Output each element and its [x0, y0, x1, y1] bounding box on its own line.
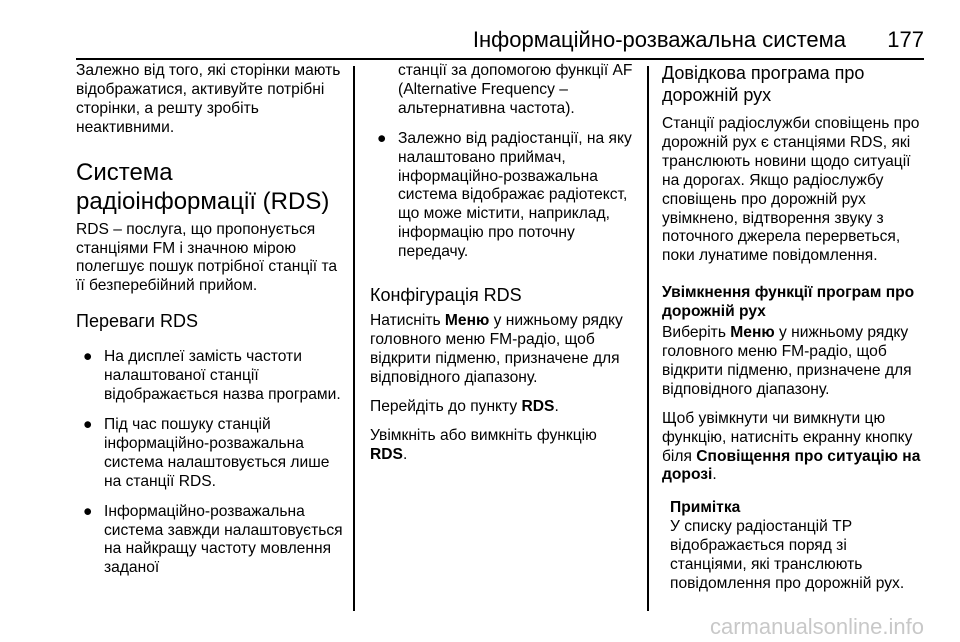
note-block [662, 499, 926, 594]
config-paragraph-3: Увімкніть або вимкніть функцію RDS. [370, 426, 597, 463]
rds-list-continued [370, 62, 638, 262]
watermark: carmanualsonline.info [709, 614, 924, 639]
enable-paragraph-2: Щоб увімкнути чи вимкнути цю функцію, натисніть екранну кнопку біля Сповіщення про ситуацію на дорозі. [662, 409, 921, 484]
list-item: ● Під час пошуку станцій інформаційно-розважальна система налаштовується лише на станції RDS. [83, 415, 330, 490]
list-item: ● На дисплеї замість частоти налаштованої станції відображається назва програми. [83, 348, 341, 404]
column-2 [370, 62, 638, 464]
config-paragraph-1: Натисніть Меню у нижньому рядку головного меню FM-радіо, щоб відкрити підменю, призначене для відповідного діапазону. [370, 312, 623, 386]
enable-traffic-heading: Увімкнення функції програм про дорожній рух [662, 284, 915, 321]
traffic-description: Станції радіослужби сповіщень про дорожній рух є станціями RDS, які транслюють новини щодо ситуації на дорогах. Якщо радіослужбу сповіщень про дорожній рух увімкнено, відтворення звуку з поточного джерела перерветься, поки лунатиме повідомлення. [662, 115, 920, 265]
note-heading: Примітка [670, 499, 741, 517]
bullet-icon: ● [377, 129, 387, 147]
list-item: станції за допомогою функції AF (Alternative Frequency – альтернативна частота). [398, 62, 633, 117]
rds-heading: Система радіоінформації (RDS) [76, 158, 330, 215]
page-number: 177 [887, 27, 924, 52]
list-item: ● Інформаційно-розважальна система завжди налаштовується на найкращу частоту мовлення заданої [83, 502, 343, 577]
column-divider-left [353, 66, 355, 611]
intro-paragraph: Залежно від того, які сторінки мають відображатися, активуйте потрібні сторінки, а решту зробіть неактивними. [76, 62, 341, 136]
config-paragraph-2: Перейдіть до пункту RDS. [370, 397, 559, 415]
page-header [0, 0, 960, 60]
enable-paragraph-1: Виберіть Меню у нижньому рядку головного меню FM-радіо, щоб відкрити підменю, призначене для відповідного діапазону. [662, 324, 912, 398]
column-3 [662, 62, 926, 594]
rds-description: RDS – послуга, що пропонується станціями FM і значною мірою полегшує пошук потрібної станції та її безперебійний прийом. [76, 220, 338, 295]
bullet-icon: ● [83, 415, 93, 433]
traffic-heading: Довідкова програма про дорожній рух [662, 63, 865, 105]
advantages-list [76, 348, 348, 578]
header-rule [76, 58, 924, 60]
bullet-icon: ● [83, 502, 93, 520]
advantages-heading: Переваги RDS [76, 311, 198, 332]
config-heading: Конфігурація RDS [370, 285, 522, 306]
running-title: Інформаційно-розважальна система [472, 27, 846, 52]
list-item: ● Залежно від радіостанції, на яку налаштовано приймач, інформаційно-розважальна система відображає радіотекст, що може містити, наприклад, інформацію про поточну передачу. [377, 129, 632, 261]
column-1 [76, 62, 348, 578]
note-text: У списку радіостанцій TP відображається поряд зі станціями, які транслюють повідомлення про дорожній рух. [670, 518, 905, 592]
column-divider-right [647, 66, 649, 611]
bullet-icon: ● [83, 348, 93, 366]
